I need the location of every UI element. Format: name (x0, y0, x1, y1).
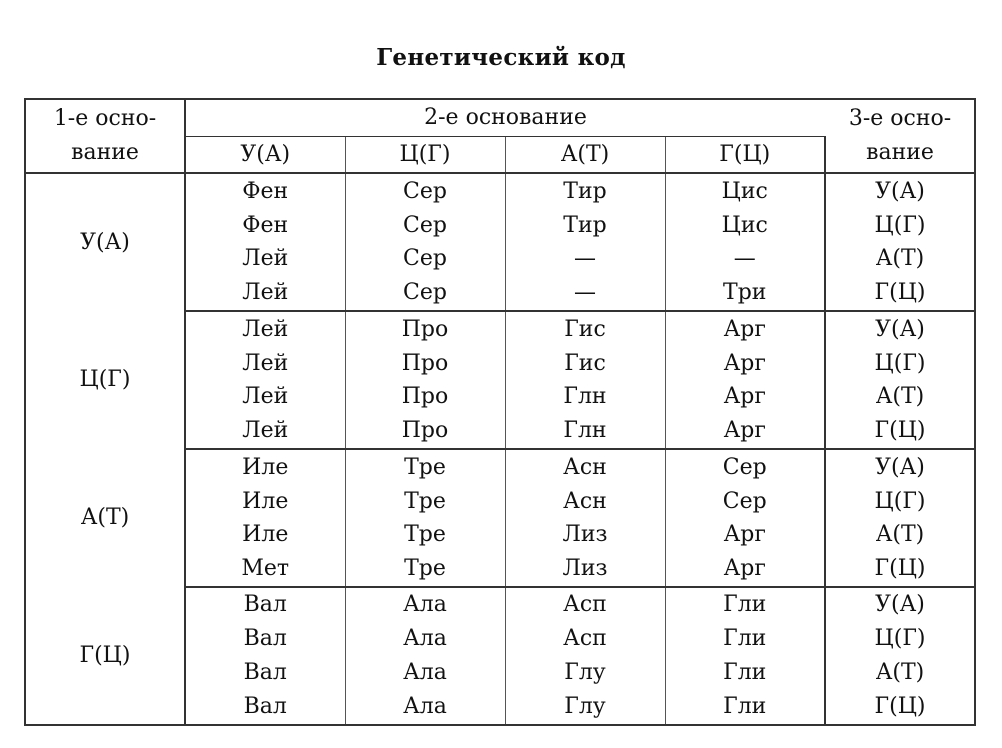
amino-acid-cell: Лей (185, 346, 345, 380)
amino-acid-cell: Глн (505, 380, 665, 414)
amino-acid-cell: Арг (665, 311, 825, 346)
amino-acid-cell: — (505, 276, 665, 311)
amino-acid-cell: Глн (505, 414, 665, 449)
amino-acid-cell: Ала (345, 587, 505, 622)
table-row (25, 311, 975, 346)
amino-acid-cell: Иле (185, 518, 345, 552)
amino-acid-cell: Гли (665, 622, 825, 656)
third-base-cell: Ц(Г) (874, 350, 926, 376)
first-base-cell: У(А) (25, 173, 185, 311)
genetic-code-table (24, 98, 976, 726)
amino-acid-cell: Асп (505, 587, 665, 622)
amino-acid-cell: Вал (185, 587, 345, 622)
amino-acid-cell: Сер (345, 242, 505, 276)
amino-acid-cell: Арг (665, 552, 825, 587)
third-base-cell: У(А) (875, 178, 925, 204)
amino-acid-cell: Про (345, 311, 505, 346)
first-base-header: 1-е осно- вание (25, 99, 185, 173)
amino-acid-cell: Цис (665, 173, 825, 208)
column-header: Ц(Г) (345, 136, 505, 173)
column-header: У(А) (185, 136, 345, 173)
amino-acid-cell: Лей (185, 276, 345, 311)
amino-acid-cell: Сер (665, 449, 825, 484)
amino-acid-cell: Вал (185, 622, 345, 656)
amino-acid-cell: Гли (665, 656, 825, 690)
amino-acid-cell: Гли (665, 587, 825, 622)
third-base-cell: Ц(Г) (874, 212, 926, 238)
amino-acid-cell: Про (345, 346, 505, 380)
amino-acid-cell: Гис (505, 346, 665, 380)
amino-acid-cell: — (665, 242, 825, 276)
amino-acid-cell: Сер (665, 484, 825, 518)
amino-acid-cell: Про (345, 380, 505, 414)
table-row (25, 587, 975, 622)
table-body (25, 173, 975, 725)
amino-acid-cell: — (505, 242, 665, 276)
amino-acid-cell: Тре (345, 552, 505, 587)
amino-acid-cell: Асн (505, 449, 665, 484)
first-base-cell: А(Т) (25, 449, 185, 587)
third-base-cell: Ц(Г) (874, 488, 926, 514)
amino-acid-cell: Арг (665, 414, 825, 449)
amino-acid-cell: Глу (505, 690, 665, 725)
amino-acid-cell: Лиз (505, 518, 665, 552)
third-base-cell: А(Т) (875, 384, 925, 410)
amino-acid-cell: Сер (345, 173, 505, 208)
amino-acid-cell: Сер (345, 208, 505, 242)
amino-acid-cell: Лей (185, 380, 345, 414)
first-base-cell: Ц(Г) (25, 311, 185, 449)
third-base-cell: Г(Ц) (825, 414, 975, 449)
amino-acid-cell: Тир (505, 173, 665, 208)
table-row (25, 449, 975, 484)
amino-acid-cell: Лиз (505, 552, 665, 587)
amino-acid-cell: Мет (185, 552, 345, 587)
column-header: А(Т) (505, 136, 665, 173)
third-base-cell: А(Т) (875, 660, 925, 686)
third-base-cell: У(А) (875, 454, 925, 480)
amino-acid-cell: Лей (185, 414, 345, 449)
amino-acid-cell: Ала (345, 656, 505, 690)
amino-acid-cell: Тре (345, 449, 505, 484)
amino-acid-cell: Арг (665, 518, 825, 552)
amino-acid-cell: Лей (185, 311, 345, 346)
amino-acid-cell: Гли (665, 690, 825, 725)
amino-acid-cell: Ала (345, 622, 505, 656)
amino-acid-cell: Про (345, 414, 505, 449)
third-base-cell: Г(Ц) (825, 276, 975, 311)
amino-acid-cell: Асп (505, 622, 665, 656)
amino-acid-cell: Тре (345, 518, 505, 552)
amino-acid-cell: Три (665, 276, 825, 311)
amino-acid-cell: Глу (505, 656, 665, 690)
amino-acid-cell: Арг (665, 380, 825, 414)
amino-acid-cell: Иле (185, 449, 345, 484)
third-base-cell: У(А) (875, 316, 925, 342)
amino-acid-cell: Вал (185, 656, 345, 690)
third-base-cell: Г(Ц) (874, 694, 926, 720)
page-title: Генетический код (376, 44, 626, 71)
third-base-cell: Ц(Г) (874, 626, 926, 652)
third-base-cell: А(Т) (875, 522, 925, 548)
first-base-cell: Г(Ц) (25, 587, 185, 725)
third-base-header: 3-е осно- вание (825, 99, 975, 173)
table-row (25, 173, 975, 208)
amino-acid-cell: Гис (505, 311, 665, 346)
amino-acid-cell: Арг (665, 346, 825, 380)
amino-acid-cell: Сер (345, 276, 505, 311)
amino-acid-cell: Фен (185, 173, 345, 208)
amino-acid-cell: Тир (505, 208, 665, 242)
amino-acid-cell: Ала (345, 690, 505, 725)
amino-acid-cell: Вал (185, 690, 345, 725)
amino-acid-cell: Иле (185, 484, 345, 518)
column-header: Г(Ц) (665, 136, 825, 173)
amino-acid-cell: Асн (505, 484, 665, 518)
third-base-cell: У(А) (875, 592, 925, 618)
amino-acid-cell: Тре (345, 484, 505, 518)
amino-acid-cell: Лей (185, 242, 345, 276)
third-base-cell: Г(Ц) (825, 552, 975, 587)
amino-acid-cell: Фен (185, 208, 345, 242)
amino-acid-cell: Цис (665, 208, 825, 242)
third-base-cell: А(Т) (875, 246, 925, 272)
second-base-header: 2-е основание (185, 99, 825, 136)
